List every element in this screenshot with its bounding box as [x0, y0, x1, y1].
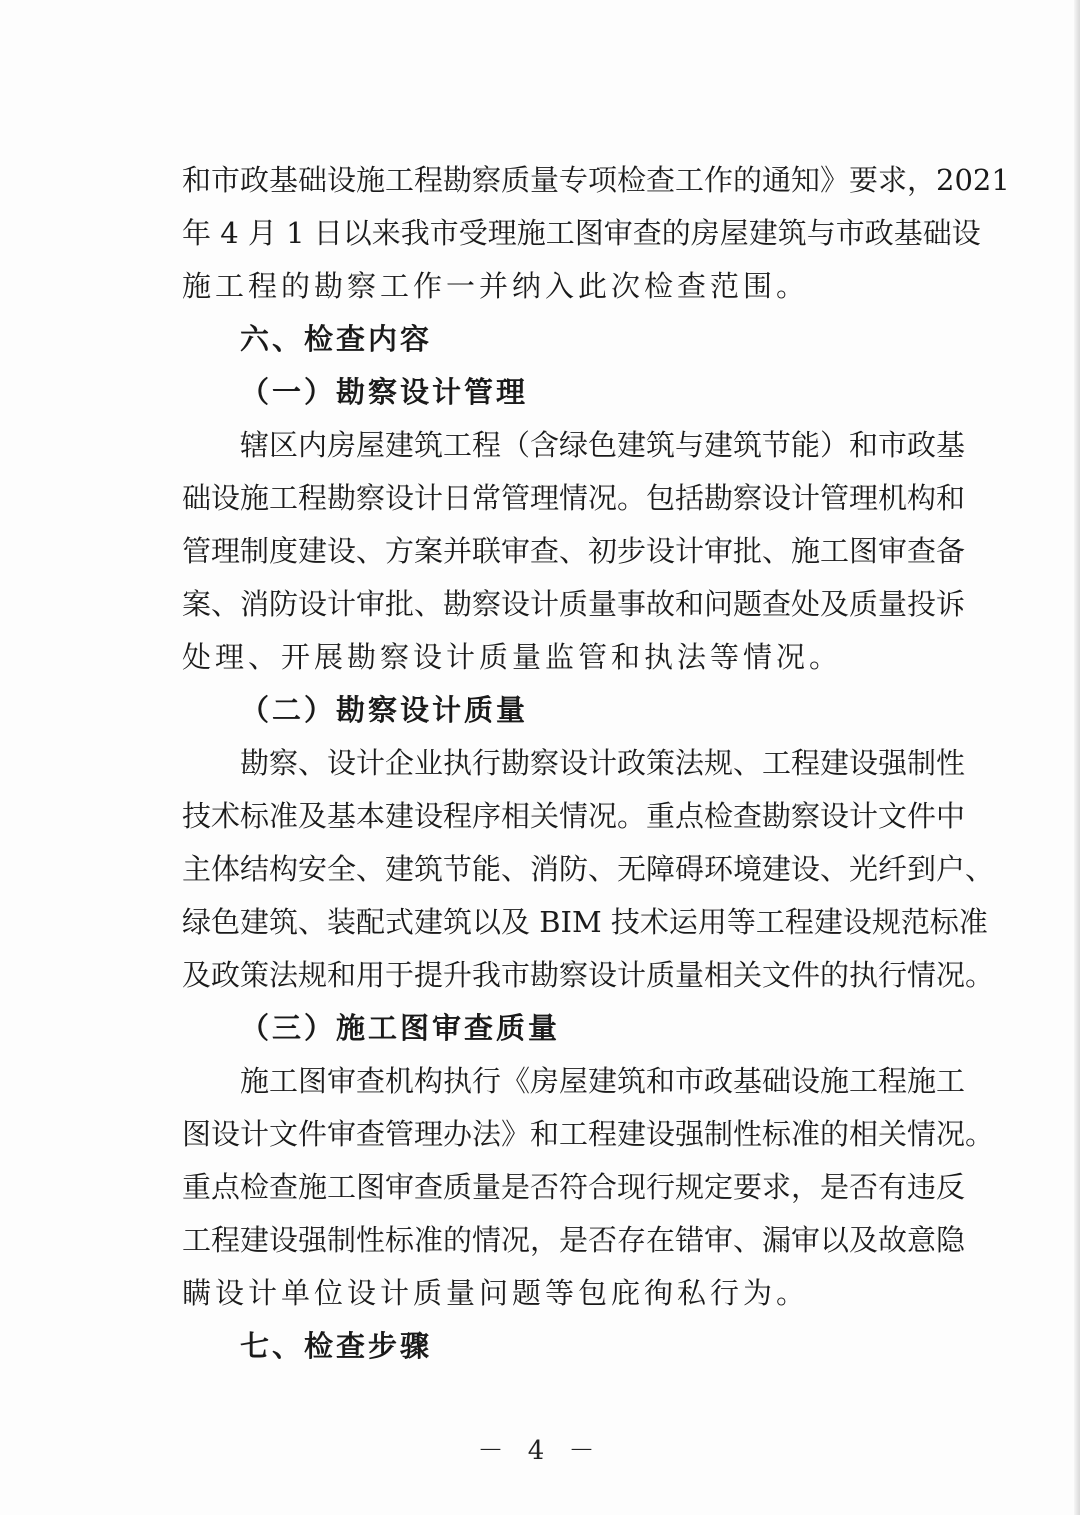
subsection-heading: （三）施工图审查质量 [240, 1011, 561, 1045]
paragraph-line: 勘察、设计企业执行勘察设计政策法规、工程建设强制性 [240, 746, 966, 780]
paragraph-line: 瞒设计单位设计质量问题等包庇徇私行为。 [182, 1276, 810, 1310]
section-heading: 六、检查内容 [240, 322, 433, 356]
paragraph-line: 图设计文件审查管理办法》和工程建设强制性标准的相关情况。 [182, 1117, 995, 1151]
page-edge [1074, 0, 1080, 1515]
paragraph-line: 主体结构安全、建筑节能、消防、无障碍环境建设、光纤到户、 [182, 852, 995, 886]
subsection-heading: （一）勘察设计管理 [240, 375, 529, 409]
paragraph-line: 处理、开展勘察设计质量监管和执法等情况。 [182, 640, 843, 674]
paragraph-line: 年 4 月 1 日以来我市受理施工图审查的房屋建筑与市政基础设 [182, 216, 981, 250]
paragraph-line: 绿色建筑、装配式建筑以及 BIM 技术运用等工程建设规范标准 [182, 905, 988, 939]
paragraph-line: 及政策法规和用于提升我市勘察设计质量相关文件的执行情况。 [182, 958, 995, 992]
document-body [182, 154, 1010, 1373]
paragraph-line: 管理制度建设、方案并联审查、初步设计审批、施工图审查备 [182, 534, 966, 568]
paragraph-line: 施工程的勘察工作一并纳入此次检查范围。 [182, 269, 810, 303]
paragraph-line: 工程建设强制性标准的情况，是否存在错审、漏审以及故意隐 [182, 1223, 966, 1257]
page-number: － 4 － [477, 1436, 603, 1466]
paragraph-line: 辖区内房屋建筑工程（含绿色建筑与建筑节能）和市政基 [240, 428, 966, 462]
paragraph-line: 施工图审查机构执行《房屋建筑和市政基础设施工程施工 [240, 1064, 966, 1098]
paragraph-line: 础设施工程勘察设计日常管理情况。包括勘察设计管理机构和 [182, 481, 966, 515]
paragraph-line: 和市政基础设施工程勘察质量专项检查工作的通知》要求，2021 [182, 163, 1010, 197]
subsection-heading: （二）勘察设计质量 [240, 693, 529, 727]
paragraph-line: 技术标准及基本建设程序相关情况。重点检查勘察设计文件中 [182, 799, 966, 833]
section-heading: 七、检查步骤 [240, 1329, 433, 1363]
paragraph-line: 案、消防设计审批、勘察设计质量事故和问题查处及质量投诉 [182, 587, 966, 621]
paragraph-line: 重点检查施工图审查质量是否符合现行规定要求，是否有违反 [182, 1170, 966, 1204]
